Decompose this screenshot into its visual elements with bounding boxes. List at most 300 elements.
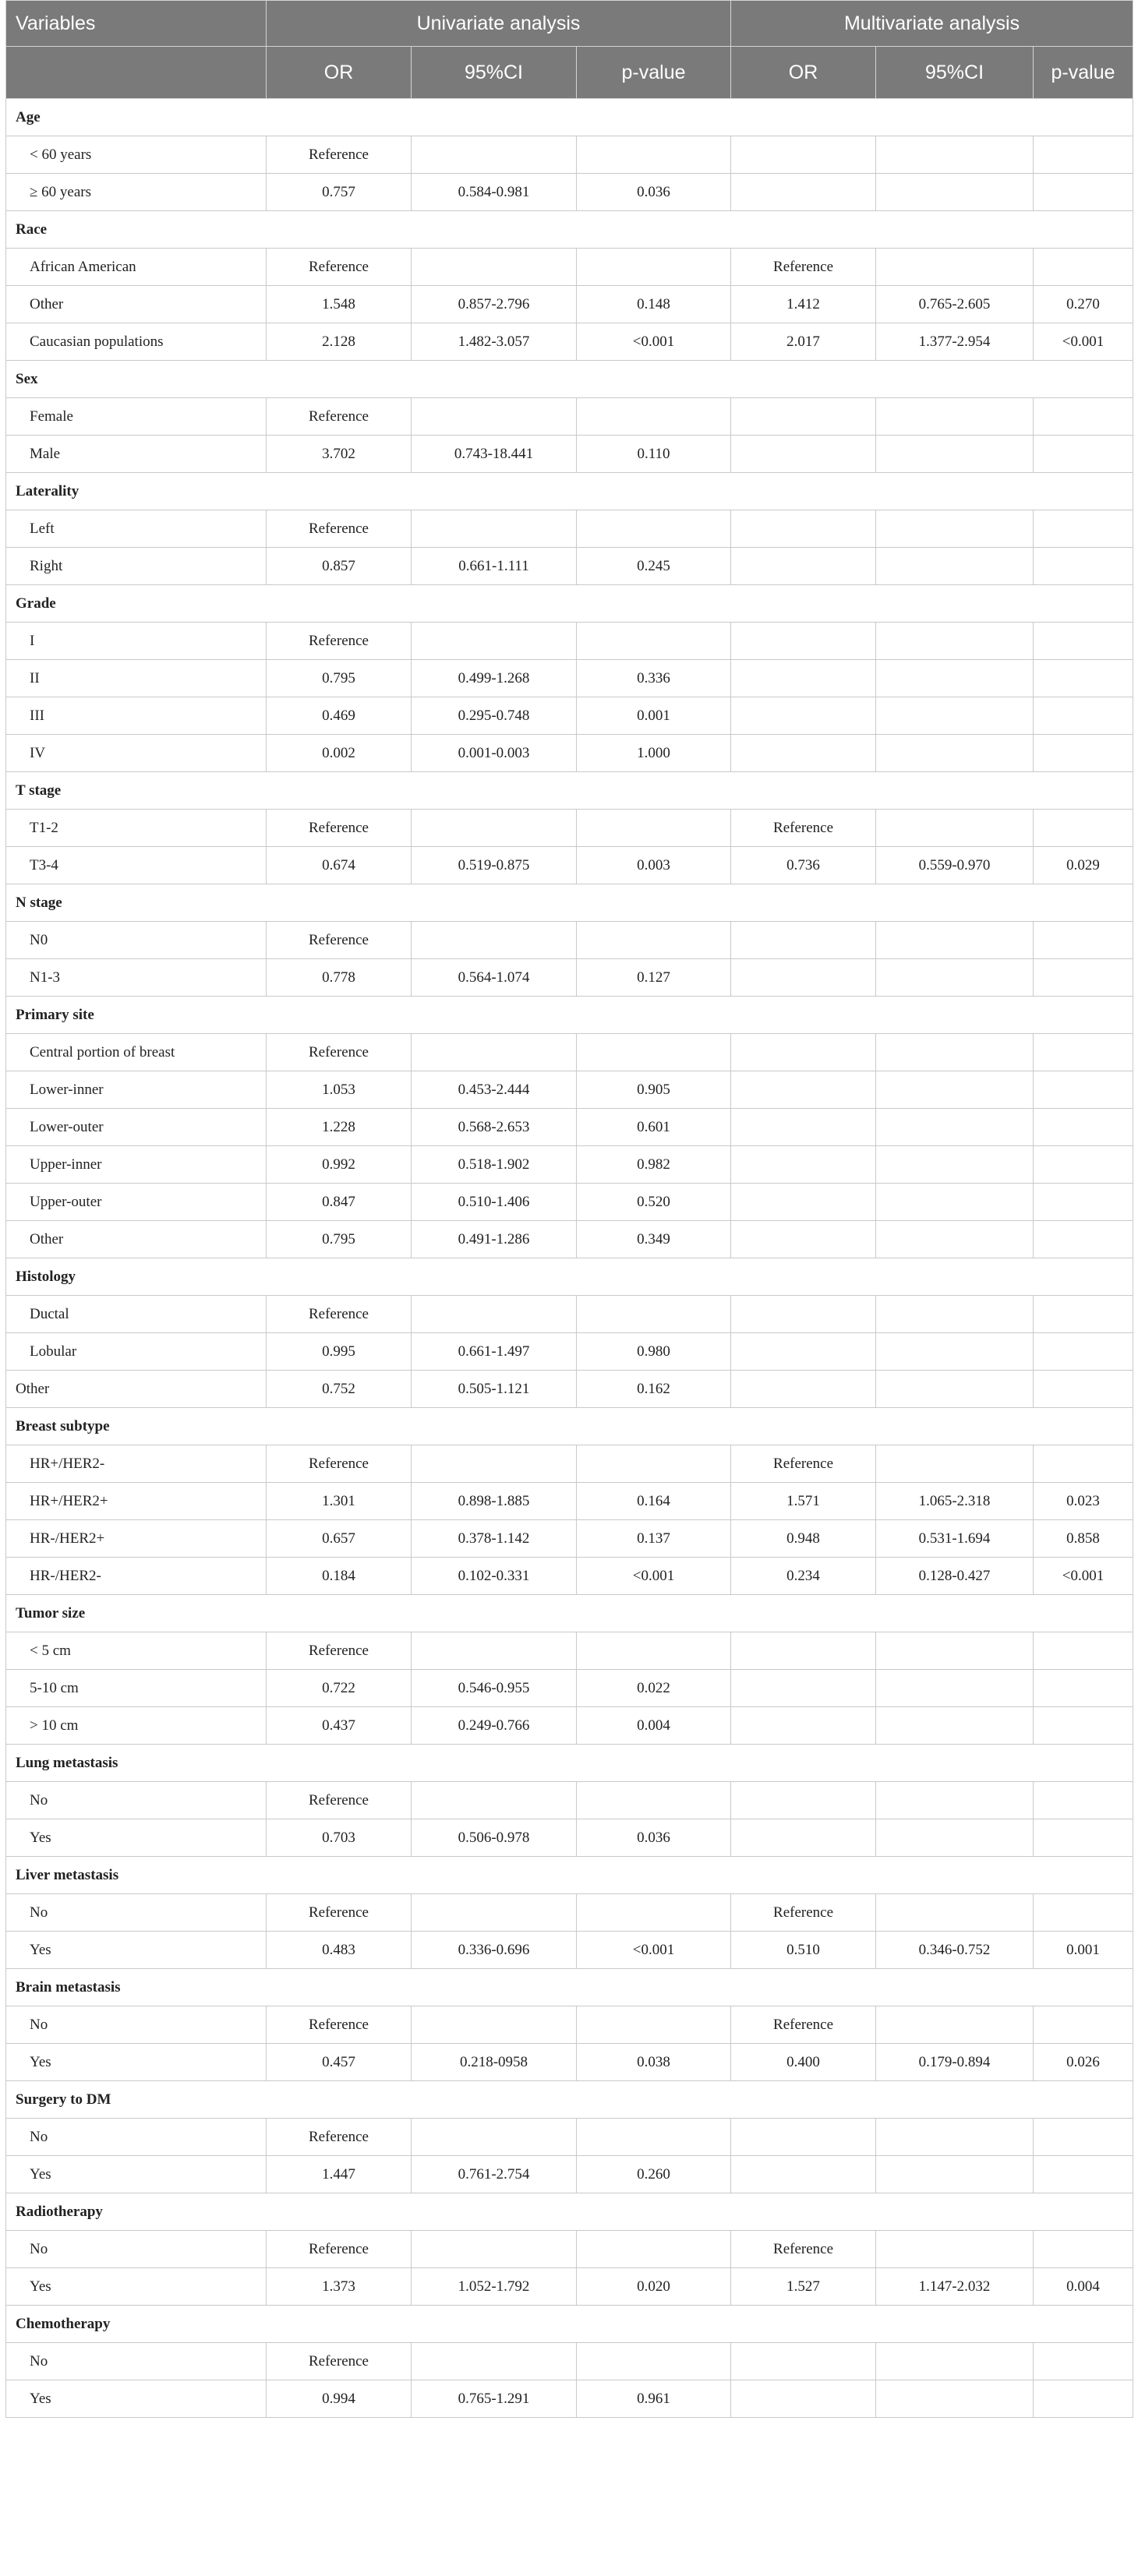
- cell-multivariate-ci: [876, 2006, 1034, 2044]
- group-row: [6, 585, 1133, 623]
- row-label: No: [6, 1782, 267, 1819]
- cell-multivariate-ci: [876, 398, 1034, 436]
- cell-univariate-or: 0.992: [267, 1146, 412, 1184]
- cell-multivariate-pvalue: [1034, 2380, 1133, 2418]
- cell-multivariate-or: [731, 1782, 876, 1819]
- cell-multivariate-ci: [876, 1819, 1034, 1857]
- table-row: [6, 1782, 1133, 1819]
- group-row: [6, 473, 1133, 510]
- cell-univariate-ci: [412, 398, 577, 436]
- cell-univariate-pvalue: [577, 623, 731, 660]
- cell-multivariate-pvalue: [1034, 2343, 1133, 2380]
- cell-multivariate-pvalue: [1034, 1707, 1133, 1745]
- cell-multivariate-or: [731, 1034, 876, 1071]
- cell-multivariate-or: [731, 922, 876, 959]
- table-row: [6, 735, 1133, 772]
- row-label: No: [6, 2231, 267, 2268]
- row-label: Other: [6, 286, 267, 323]
- group-row: [6, 361, 1133, 398]
- header-multivariate-ci: 95%CI: [876, 47, 1034, 99]
- cell-univariate-pvalue: [577, 136, 731, 174]
- table-row: [6, 1819, 1133, 1857]
- cell-univariate-or: 1.053: [267, 1071, 412, 1109]
- cell-univariate-pvalue: [577, 810, 731, 847]
- header-multivariate: Multivariate analysis: [731, 1, 1133, 47]
- cell-univariate-pvalue: 0.020: [577, 2268, 731, 2306]
- table-row: [6, 1520, 1133, 1558]
- group-label: Liver metastasis: [6, 1857, 1133, 1894]
- cell-univariate-or: 2.128: [267, 323, 412, 361]
- header-variables: Variables: [6, 1, 267, 47]
- cell-univariate-or: Reference: [267, 2231, 412, 2268]
- cell-multivariate-ci: [876, 2231, 1034, 2268]
- cell-univariate-ci: 0.519-0.875: [412, 847, 577, 884]
- cell-multivariate-pvalue: [1034, 1445, 1133, 1483]
- cell-univariate-or: Reference: [267, 510, 412, 548]
- cell-multivariate-or: Reference: [731, 1894, 876, 1932]
- group-row: [6, 1595, 1133, 1632]
- cell-multivariate-pvalue: [1034, 548, 1133, 585]
- cell-multivariate-ci: 0.531-1.694: [876, 1520, 1034, 1558]
- cell-multivariate-ci: [876, 510, 1034, 548]
- cell-univariate-or: 1.373: [267, 2268, 412, 2306]
- table-row: [6, 1146, 1133, 1184]
- cell-multivariate-ci: [876, 660, 1034, 697]
- cell-multivariate-ci: 1.065-2.318: [876, 1483, 1034, 1520]
- row-label: Yes: [6, 2268, 267, 2306]
- header-multivariate-pvalue: p-value: [1034, 47, 1133, 99]
- table-row: [6, 2268, 1133, 2306]
- cell-multivariate-ci: 1.147-2.032: [876, 2268, 1034, 2306]
- cell-multivariate-pvalue: 0.270: [1034, 286, 1133, 323]
- cell-univariate-or: 0.437: [267, 1707, 412, 1745]
- cell-multivariate-pvalue: <0.001: [1034, 1558, 1133, 1595]
- cell-univariate-ci: 0.546-0.955: [412, 1670, 577, 1707]
- header-row-sub: [6, 47, 1133, 99]
- cell-multivariate-or: 2.017: [731, 323, 876, 361]
- group-row: [6, 211, 1133, 249]
- table-row: [6, 249, 1133, 286]
- cell-univariate-pvalue: <0.001: [577, 1558, 731, 1595]
- cell-univariate-pvalue: [577, 1632, 731, 1670]
- table-row: [6, 548, 1133, 585]
- cell-multivariate-pvalue: [1034, 623, 1133, 660]
- cell-multivariate-ci: [876, 2119, 1034, 2156]
- cell-univariate-or: 0.778: [267, 959, 412, 997]
- cell-univariate-pvalue: 1.000: [577, 735, 731, 772]
- table-row: [6, 810, 1133, 847]
- cell-multivariate-ci: [876, 959, 1034, 997]
- cell-univariate-pvalue: 0.164: [577, 1483, 731, 1520]
- cell-multivariate-ci: [876, 735, 1034, 772]
- table-row: [6, 1894, 1133, 1932]
- group-label: Primary site: [6, 997, 1133, 1034]
- cell-univariate-ci: [412, 623, 577, 660]
- cell-multivariate-ci: [876, 810, 1034, 847]
- cell-multivariate-pvalue: [1034, 1333, 1133, 1371]
- row-label: No: [6, 2119, 267, 2156]
- cell-multivariate-or: Reference: [731, 2231, 876, 2268]
- row-label: Ductal: [6, 1296, 267, 1333]
- table-row: [6, 697, 1133, 735]
- cell-multivariate-pvalue: [1034, 1034, 1133, 1071]
- table-row: [6, 1707, 1133, 1745]
- cell-univariate-ci: 0.218-0958: [412, 2044, 577, 2081]
- row-label: Lower-outer: [6, 1109, 267, 1146]
- cell-multivariate-or: [731, 735, 876, 772]
- table-row: [6, 2044, 1133, 2081]
- cell-multivariate-ci: 0.346-0.752: [876, 1932, 1034, 1969]
- table-row: [6, 2156, 1133, 2193]
- cell-multivariate-or: [731, 697, 876, 735]
- cell-multivariate-ci: [876, 1707, 1034, 1745]
- cell-univariate-or: 1.548: [267, 286, 412, 323]
- header-blank: [6, 47, 267, 99]
- cell-univariate-pvalue: 0.245: [577, 548, 731, 585]
- cell-multivariate-ci: [876, 1296, 1034, 1333]
- cell-univariate-ci: 0.661-1.111: [412, 548, 577, 585]
- cell-multivariate-pvalue: [1034, 1670, 1133, 1707]
- cell-univariate-or: 0.703: [267, 1819, 412, 1857]
- table-row: [6, 436, 1133, 473]
- table-body: [6, 99, 1133, 2418]
- cell-univariate-or: Reference: [267, 1034, 412, 1071]
- cell-univariate-pvalue: <0.001: [577, 323, 731, 361]
- cell-univariate-or: 0.795: [267, 1221, 412, 1258]
- cell-multivariate-or: Reference: [731, 249, 876, 286]
- cell-multivariate-ci: [876, 1184, 1034, 1221]
- cell-univariate-ci: 1.052-1.792: [412, 2268, 577, 2306]
- cell-multivariate-pvalue: 0.858: [1034, 1520, 1133, 1558]
- group-row: [6, 99, 1133, 136]
- group-row: [6, 1258, 1133, 1296]
- cell-multivariate-pvalue: [1034, 136, 1133, 174]
- cell-multivariate-pvalue: [1034, 510, 1133, 548]
- cell-multivariate-or: Reference: [731, 810, 876, 847]
- group-row: [6, 1408, 1133, 1445]
- cell-univariate-or: 0.752: [267, 1371, 412, 1408]
- cell-univariate-or: Reference: [267, 2119, 412, 2156]
- cell-univariate-or: 0.483: [267, 1932, 412, 1969]
- cell-univariate-or: 0.995: [267, 1333, 412, 1371]
- table-row: [6, 1221, 1133, 1258]
- cell-multivariate-pvalue: [1034, 810, 1133, 847]
- cell-univariate-pvalue: 0.127: [577, 959, 731, 997]
- cell-multivariate-or: 1.412: [731, 286, 876, 323]
- row-label: Left: [6, 510, 267, 548]
- cell-multivariate-pvalue: [1034, 1184, 1133, 1221]
- row-label: Female: [6, 398, 267, 436]
- cell-univariate-ci: 0.661-1.497: [412, 1333, 577, 1371]
- cell-multivariate-pvalue: [1034, 1146, 1133, 1184]
- table-row: [6, 2231, 1133, 2268]
- cell-univariate-pvalue: [577, 2119, 731, 2156]
- cell-multivariate-pvalue: [1034, 2231, 1133, 2268]
- cell-univariate-pvalue: 0.148: [577, 286, 731, 323]
- cell-univariate-ci: [412, 1632, 577, 1670]
- cell-multivariate-ci: [876, 623, 1034, 660]
- cell-multivariate-or: [731, 2119, 876, 2156]
- cell-multivariate-ci: [876, 1782, 1034, 1819]
- cell-multivariate-pvalue: [1034, 660, 1133, 697]
- cell-univariate-pvalue: 0.336: [577, 660, 731, 697]
- cell-univariate-pvalue: [577, 2006, 731, 2044]
- group-row: [6, 1745, 1133, 1782]
- cell-univariate-pvalue: [577, 1296, 731, 1333]
- header-multivariate-or: OR: [731, 47, 876, 99]
- group-row: [6, 884, 1133, 922]
- cell-univariate-ci: [412, 922, 577, 959]
- table-row: [6, 2343, 1133, 2380]
- table-row: [6, 1670, 1133, 1707]
- cell-multivariate-pvalue: [1034, 249, 1133, 286]
- group-row: [6, 2081, 1133, 2119]
- table-row: [6, 1184, 1133, 1221]
- cell-multivariate-or: 0.948: [731, 1520, 876, 1558]
- cell-multivariate-pvalue: [1034, 1632, 1133, 1670]
- cell-multivariate-ci: [876, 1670, 1034, 1707]
- cell-multivariate-or: [731, 660, 876, 697]
- group-row: [6, 1857, 1133, 1894]
- group-label: Race: [6, 211, 1133, 249]
- table-row: [6, 136, 1133, 174]
- cell-multivariate-or: 0.510: [731, 1932, 876, 1969]
- cell-multivariate-or: [731, 548, 876, 585]
- cell-multivariate-pvalue: [1034, 1296, 1133, 1333]
- cell-multivariate-ci: [876, 1071, 1034, 1109]
- cell-multivariate-pvalue: [1034, 735, 1133, 772]
- cell-univariate-ci: 0.518-1.902: [412, 1146, 577, 1184]
- row-label: No: [6, 1894, 267, 1932]
- cell-univariate-ci: [412, 2231, 577, 2268]
- cell-multivariate-pvalue: [1034, 1071, 1133, 1109]
- row-label: Lobular: [6, 1333, 267, 1371]
- cell-univariate-or: Reference: [267, 2343, 412, 2380]
- cell-multivariate-pvalue: [1034, 436, 1133, 473]
- group-row: [6, 2193, 1133, 2231]
- cell-univariate-ci: 0.568-2.653: [412, 1109, 577, 1146]
- cell-univariate-pvalue: 0.601: [577, 1109, 731, 1146]
- row-label: III: [6, 697, 267, 735]
- row-label: HR-/HER2-: [6, 1558, 267, 1595]
- row-label: HR-/HER2+: [6, 1520, 267, 1558]
- row-label: No: [6, 2343, 267, 2380]
- cell-univariate-pvalue: 0.260: [577, 2156, 731, 2193]
- cell-multivariate-or: [731, 436, 876, 473]
- cell-univariate-or: 0.457: [267, 2044, 412, 2081]
- table-row: [6, 1109, 1133, 1146]
- cell-univariate-or: 0.795: [267, 660, 412, 697]
- table-row: [6, 660, 1133, 697]
- row-label: > 10 cm: [6, 1707, 267, 1745]
- cell-multivariate-ci: [876, 1146, 1034, 1184]
- table-row: [6, 398, 1133, 436]
- cell-univariate-or: 0.184: [267, 1558, 412, 1595]
- cell-multivariate-ci: 0.765-2.605: [876, 286, 1034, 323]
- group-label: Histology: [6, 1258, 1133, 1296]
- cell-multivariate-pvalue: [1034, 2119, 1133, 2156]
- cell-multivariate-or: [731, 1221, 876, 1258]
- table-row: [6, 623, 1133, 660]
- cell-multivariate-pvalue: [1034, 1894, 1133, 1932]
- cell-univariate-ci: [412, 1782, 577, 1819]
- cell-univariate-pvalue: [577, 1782, 731, 1819]
- cell-multivariate-pvalue: [1034, 922, 1133, 959]
- cell-multivariate-pvalue: 0.023: [1034, 1483, 1133, 1520]
- cell-univariate-ci: 0.378-1.142: [412, 1520, 577, 1558]
- cell-univariate-pvalue: 0.110: [577, 436, 731, 473]
- cell-univariate-pvalue: [577, 922, 731, 959]
- row-label: T3-4: [6, 847, 267, 884]
- cell-univariate-pvalue: 0.036: [577, 1819, 731, 1857]
- cell-univariate-ci: [412, 1034, 577, 1071]
- cell-univariate-or: 3.702: [267, 436, 412, 473]
- cell-multivariate-or: 0.400: [731, 2044, 876, 2081]
- cell-univariate-pvalue: [577, 1034, 731, 1071]
- cell-univariate-pvalue: 0.003: [577, 847, 731, 884]
- row-label: IV: [6, 735, 267, 772]
- row-label: Upper-outer: [6, 1184, 267, 1221]
- cell-multivariate-ci: 0.128-0.427: [876, 1558, 1034, 1595]
- table-row: [6, 510, 1133, 548]
- cell-univariate-or: 0.857: [267, 548, 412, 585]
- cell-univariate-ci: [412, 510, 577, 548]
- cell-univariate-ci: [412, 1296, 577, 1333]
- cell-multivariate-or: [731, 2380, 876, 2418]
- row-label: Lower-inner: [6, 1071, 267, 1109]
- table-row: [6, 1333, 1133, 1371]
- group-label: Sex: [6, 361, 1133, 398]
- cell-univariate-ci: [412, 2006, 577, 2044]
- group-row: [6, 2306, 1133, 2343]
- cell-multivariate-ci: 0.179-0.894: [876, 2044, 1034, 2081]
- row-label: 5-10 cm: [6, 1670, 267, 1707]
- header-univariate-or: OR: [267, 47, 412, 99]
- cell-multivariate-or: [731, 2156, 876, 2193]
- cell-multivariate-pvalue: <0.001: [1034, 323, 1133, 361]
- cell-multivariate-or: [731, 1071, 876, 1109]
- cell-univariate-ci: [412, 810, 577, 847]
- cell-univariate-or: Reference: [267, 623, 412, 660]
- cell-univariate-pvalue: [577, 2231, 731, 2268]
- table-row: [6, 1932, 1133, 1969]
- table-row: [6, 1034, 1133, 1071]
- cell-multivariate-ci: [876, 1445, 1034, 1483]
- cell-univariate-pvalue: [577, 1894, 731, 1932]
- cell-univariate-pvalue: 0.036: [577, 174, 731, 211]
- cell-univariate-pvalue: 0.982: [577, 1146, 731, 1184]
- row-label: < 5 cm: [6, 1632, 267, 1670]
- row-label: HR+/HER2+: [6, 1483, 267, 1520]
- cell-univariate-ci: 0.505-1.121: [412, 1371, 577, 1408]
- row-label: < 60 years: [6, 136, 267, 174]
- row-label: I: [6, 623, 267, 660]
- group-label: Age: [6, 99, 1133, 136]
- row-label: N1-3: [6, 959, 267, 997]
- cell-multivariate-ci: [876, 548, 1034, 585]
- cell-multivariate-ci: [876, 136, 1034, 174]
- cell-multivariate-or: [731, 136, 876, 174]
- cell-univariate-or: Reference: [267, 1445, 412, 1483]
- cell-univariate-or: Reference: [267, 249, 412, 286]
- cell-multivariate-pvalue: [1034, 697, 1133, 735]
- cell-multivariate-pvalue: [1034, 1819, 1133, 1857]
- cell-univariate-or: Reference: [267, 1632, 412, 1670]
- cell-univariate-ci: 0.584-0.981: [412, 174, 577, 211]
- cell-univariate-pvalue: 0.001: [577, 697, 731, 735]
- cell-multivariate-or: [731, 398, 876, 436]
- cell-univariate-pvalue: [577, 249, 731, 286]
- cell-univariate-or: 0.674: [267, 847, 412, 884]
- header-univariate-ci: 95%CI: [412, 47, 577, 99]
- cell-multivariate-or: [731, 1371, 876, 1408]
- cell-univariate-or: Reference: [267, 136, 412, 174]
- group-label: Radiotherapy: [6, 2193, 1133, 2231]
- cell-univariate-or: Reference: [267, 1782, 412, 1819]
- table-row: [6, 2380, 1133, 2418]
- cell-multivariate-or: [731, 1333, 876, 1371]
- row-label: No: [6, 2006, 267, 2044]
- table-row: [6, 1558, 1133, 1595]
- cell-multivariate-pvalue: [1034, 959, 1133, 997]
- cell-multivariate-ci: [876, 922, 1034, 959]
- cell-univariate-pvalue: 0.162: [577, 1371, 731, 1408]
- cell-multivariate-ci: [876, 1894, 1034, 1932]
- cell-multivariate-ci: [876, 1333, 1034, 1371]
- cell-univariate-or: 0.847: [267, 1184, 412, 1221]
- group-label: Laterality: [6, 473, 1133, 510]
- cell-univariate-pvalue: <0.001: [577, 1932, 731, 1969]
- row-label: II: [6, 660, 267, 697]
- group-row: [6, 997, 1133, 1034]
- cell-multivariate-pvalue: [1034, 1371, 1133, 1408]
- cell-univariate-ci: [412, 1894, 577, 1932]
- cell-multivariate-pvalue: [1034, 398, 1133, 436]
- cell-univariate-ci: 0.761-2.754: [412, 2156, 577, 2193]
- cell-univariate-ci: 0.491-1.286: [412, 1221, 577, 1258]
- cell-multivariate-pvalue: [1034, 1109, 1133, 1146]
- cell-univariate-pvalue: 0.038: [577, 2044, 731, 2081]
- cell-multivariate-or: [731, 1670, 876, 1707]
- cell-multivariate-ci: [876, 1632, 1034, 1670]
- header-univariate-pvalue: p-value: [577, 47, 731, 99]
- cell-univariate-or: Reference: [267, 922, 412, 959]
- group-row: [6, 772, 1133, 810]
- cell-multivariate-or: 0.736: [731, 847, 876, 884]
- cell-univariate-ci: 0.898-1.885: [412, 1483, 577, 1520]
- table-row: [6, 847, 1133, 884]
- cell-univariate-pvalue: 0.520: [577, 1184, 731, 1221]
- row-label: HR+/HER2-: [6, 1445, 267, 1483]
- row-label: Upper-inner: [6, 1146, 267, 1184]
- cell-univariate-ci: [412, 249, 577, 286]
- cell-univariate-ci: [412, 2119, 577, 2156]
- regression-table-container: [5, 0, 1133, 2418]
- cell-multivariate-or: [731, 1632, 876, 1670]
- group-label: T stage: [6, 772, 1133, 810]
- row-label: Caucasian populations: [6, 323, 267, 361]
- cell-multivariate-or: [731, 1707, 876, 1745]
- table-row: [6, 1483, 1133, 1520]
- cell-univariate-or: Reference: [267, 1894, 412, 1932]
- cell-multivariate-ci: [876, 249, 1034, 286]
- row-label: Other: [6, 1371, 267, 1408]
- cell-univariate-pvalue: 0.905: [577, 1071, 731, 1109]
- cell-univariate-or: 1.301: [267, 1483, 412, 1520]
- cell-multivariate-ci: 1.377-2.954: [876, 323, 1034, 361]
- cell-univariate-ci: 0.295-0.748: [412, 697, 577, 735]
- cell-univariate-ci: 0.857-2.796: [412, 286, 577, 323]
